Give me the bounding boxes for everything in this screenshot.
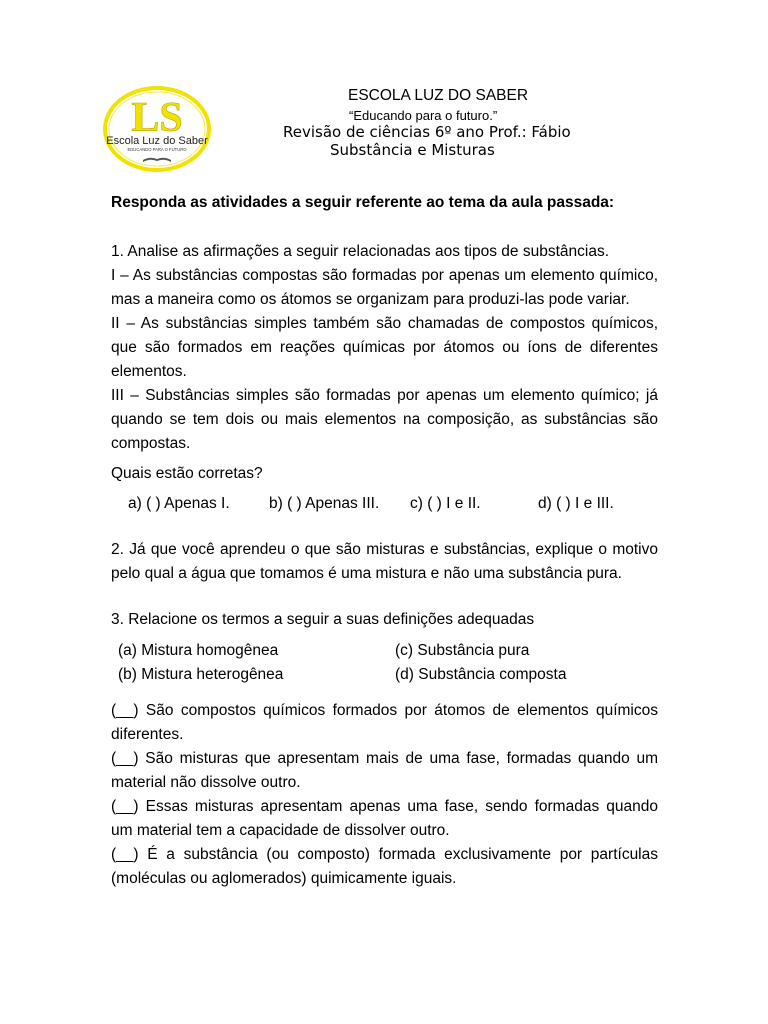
definition-2[interactable]: (__) São misturas que apresentam mais de uma fase, formadas quando um material não dissolve outro. xyxy=(111,750,658,791)
term-b: (b) Mistura heterogênea xyxy=(118,666,284,683)
q1-prompt: 1. Analise as afirmações a seguir relacionadas aos tipos de substâncias. xyxy=(111,243,610,260)
definition-1[interactable]: (__) São compostos químicos formados por átomos de elementos químicos diferentes. xyxy=(111,702,658,743)
q1-options xyxy=(128,492,658,516)
q3-terms xyxy=(118,639,658,687)
q3-definitions xyxy=(111,699,658,891)
worksheet-content xyxy=(111,191,658,891)
option-a[interactable]: a) ( ) Apenas I. xyxy=(128,495,230,512)
q2-text: 2. Já que você aprendeu o que são misturas e substâncias, explique o motivo pelo qual a água que tomamos é uma mistura e não uma substância pura. xyxy=(111,541,658,582)
term-d: (d) Substância composta xyxy=(395,666,567,683)
logo-initials: LS xyxy=(131,95,183,141)
logo-tagline: EDUCANDO PARA O FUTURO xyxy=(127,147,187,152)
q1-question: Quais estão corretas? xyxy=(111,465,263,482)
q1-statement-3: III – Substâncias simples são formadas por apenas um elemento químico; já quando se tem dois ou mais elementos na composição, as substâncias são compostas. xyxy=(111,387,658,452)
term-a: (a) Mistura homogênea xyxy=(118,642,279,659)
option-b[interactable]: b) ( ) Apenas III. xyxy=(269,495,380,512)
review-title: Revisão de ciências 6º ano Prof.: Fábio xyxy=(283,123,571,141)
option-d[interactable]: d) ( ) I e III. xyxy=(538,495,614,512)
term-c: (c) Substância pura xyxy=(395,642,530,659)
school-name: ESCOLA LUZ DO SABER xyxy=(348,87,529,104)
q1-statement-2: II – As substâncias simples também são chamadas de compostos químicos, que são formados em reações químicas por átomos ou íons de diferentes elementos. xyxy=(111,315,658,380)
option-c[interactable]: c) ( ) I e II. xyxy=(410,495,481,512)
instruction: Responda as atividades a seguir referente ao tema da aula passada: xyxy=(111,194,615,211)
definition-4[interactable]: (__) É a substância (ou composto) formada exclusivamente por partículas (moléculas ou aglomerados) quimicamente iguais. xyxy=(111,846,658,887)
q3-prompt: 3. Relacione os termos a seguir a suas definições adequadas xyxy=(111,611,535,628)
subject-title: Substância e Misturas xyxy=(330,141,495,159)
logo-school-name: Escola Luz do Saber xyxy=(106,135,208,147)
school-motto: “Educando para o futuro.” xyxy=(349,108,498,123)
q1-statement-1: I – As substâncias compostas são formadas por apenas um elemento químico, mas a maneira como os átomos se organizam para produzi-las pode variar. xyxy=(111,267,658,308)
definition-3[interactable]: (__) Essas misturas apresentam apenas uma fase, sendo formadas quando um material tem a capacidade de dissolver outro. xyxy=(111,798,658,839)
school-logo xyxy=(103,86,211,172)
